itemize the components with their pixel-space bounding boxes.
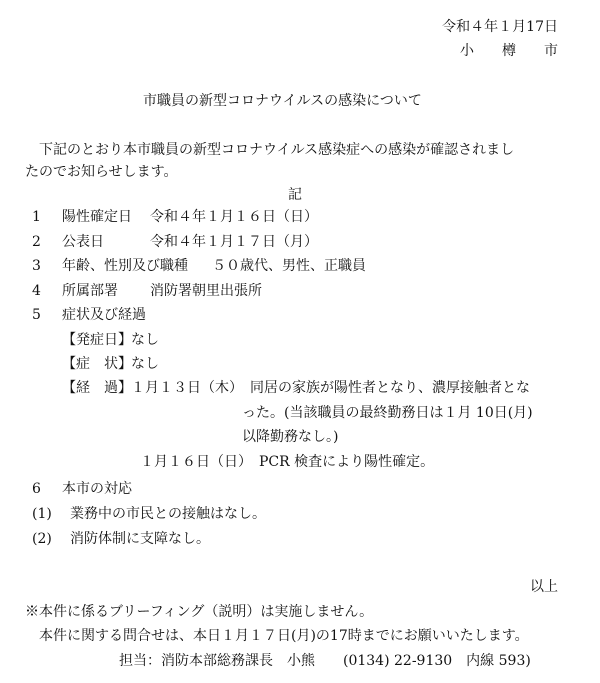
symptom-value: なし xyxy=(131,356,159,372)
response-marker: (2) xyxy=(32,531,52,547)
onset-value: なし xyxy=(131,332,159,348)
response-point: 消防体制に支障なし。 xyxy=(70,531,210,547)
item-number: 6 xyxy=(32,481,41,497)
item-label-response: 本市の対応 xyxy=(62,481,132,497)
intro-line-2: たのでお知らせします。 xyxy=(25,164,178,180)
issuer-name: 小 樽 市 xyxy=(460,43,558,59)
item-label-positive-date: 陽性確定日 xyxy=(62,209,132,225)
item-number: 4 xyxy=(32,283,41,299)
ki-heading: 記 xyxy=(288,187,302,203)
item-value-department: 消防署朝里出張所 xyxy=(150,283,262,299)
response-marker: (1) xyxy=(32,506,52,522)
inquiry-note: 本件に関する問合せは、本日１月１７日(月)の17時までにお願いいたします。 xyxy=(25,628,529,644)
item-label-profile: 年齢、性別及び職種 xyxy=(62,258,188,274)
item-number: 5 xyxy=(32,307,41,323)
response-point: 業務中の市民との接触はなし。 xyxy=(70,506,266,522)
course-label: 【経 過】 xyxy=(62,380,132,396)
item-value-profile: ５０歳代、男性、正職員 xyxy=(212,258,366,274)
item-number: 2 xyxy=(32,234,41,250)
item-number: 1 xyxy=(32,209,41,225)
contact-info: 担当：消防本部総務課長 小熊 (0134) 22-9130 内線 593) xyxy=(119,653,531,669)
item-label-symptoms: 症状及び経過 xyxy=(62,307,146,323)
item-label-department: 所属部署 xyxy=(62,283,118,299)
item-label-publish-date: 公表日 xyxy=(62,234,104,250)
onset-label: 【発症日】 xyxy=(62,332,132,348)
closing-mark: 以上 xyxy=(530,579,558,595)
course-line-1: １月１３日（木） 同居の家族が陽性者となり、濃厚接触者とな xyxy=(131,380,530,396)
item-value-positive-date: 令和４年１月１６日（日） xyxy=(150,209,318,225)
intro-line-1: 下記のとおり本市職員の新型コロナウイルス感染症への感染が確認されまし xyxy=(25,142,515,158)
briefing-note: ※本件に係るブリーフィング（説明）は実施しません。 xyxy=(25,604,374,620)
course-line-4: １月１６日（日） PCR 検査により陽性確定。 xyxy=(140,454,435,470)
symptom-label: 【症 状】 xyxy=(62,356,132,372)
course-line-3: 以降勤務なし。) xyxy=(242,429,339,445)
item-value-publish-date: 令和４年１月１７日（月） xyxy=(150,234,318,250)
document-date: 令和４年１月17日 xyxy=(442,19,558,35)
document-title: 市職員の新型コロナウイルスの感染について xyxy=(143,93,422,109)
course-line-2: った。(当該職員の最終勤務日は１月 10日(月) xyxy=(242,405,533,421)
item-number: 3 xyxy=(32,258,41,274)
